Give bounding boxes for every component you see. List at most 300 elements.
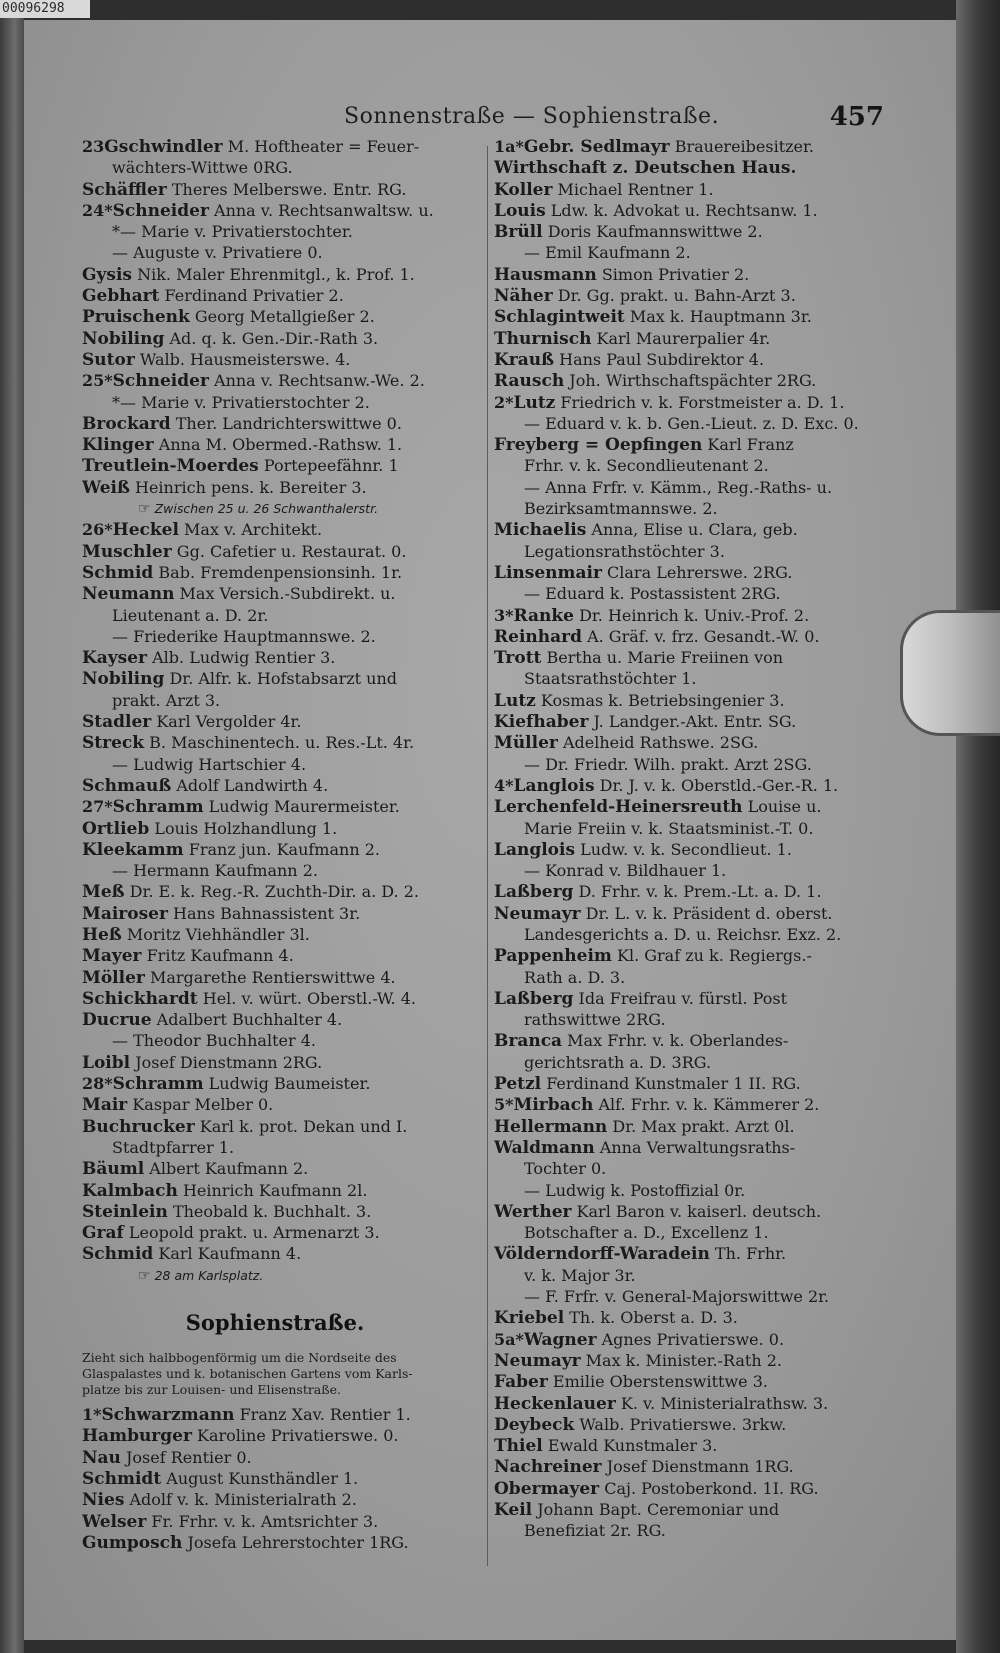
directory-entry	[494, 903, 884, 924]
directory-entry	[82, 903, 468, 924]
resident-info: Hel. v. würt. Oberstl.-W. 4.	[197, 988, 416, 1008]
resident-info: B. Maschinentech. u. Res.-Lt. 4r.	[144, 733, 415, 753]
resident-name: Heckel	[112, 520, 179, 541]
directory-entry	[494, 1456, 884, 1477]
house-number: 1*	[82, 1405, 102, 1425]
directory-entry	[82, 541, 468, 562]
description-line: platze bis zur Louisen- und Elisenstraße.	[82, 1382, 341, 1398]
resident-info: Anna, Elise u. Clara, geb.	[586, 520, 798, 540]
resident-info: Louis Holzhandlung 1.	[149, 818, 338, 838]
page-clip	[900, 610, 1000, 736]
resident-info: K. v. Ministerialrathsw. 3.	[615, 1393, 829, 1413]
directory-entry	[494, 732, 884, 753]
entry-sub-resident: — Eduard k. Postassistent 2RG.	[524, 584, 781, 604]
note-text: Zwischen 25 u. 26 Schwanthalerstr.	[154, 501, 379, 517]
resident-info: Max v. Architekt.	[178, 520, 323, 540]
directory-entry	[494, 626, 884, 647]
resident-name: Thiel	[494, 1436, 543, 1457]
house-number: 23	[82, 137, 105, 156]
resident-info: Anna v. Rechtsanwaltsw. u.	[208, 200, 434, 220]
directory-entry	[82, 1404, 468, 1425]
resident-info: Dr. L. v. k. Präsident d. oberst.	[580, 903, 833, 923]
directory-entry	[494, 1393, 884, 1414]
resident-name: Branca	[494, 1031, 563, 1052]
resident-info: Franz jun. Kaufmann 2.	[183, 839, 380, 859]
resident-name: Graf	[82, 1223, 124, 1244]
entry-continuation: Stadtpfarrer 1.	[112, 1137, 235, 1157]
directory-entry	[82, 775, 468, 796]
directory-entry	[494, 711, 884, 732]
previous-page-edge	[0, 0, 24, 1653]
directory-entry	[82, 1073, 468, 1094]
directory-entry	[494, 988, 884, 1009]
resident-info: Theres Melberswe. Entr. RG.	[166, 179, 407, 199]
resident-info: Margarethe Rentierswittwe 4.	[144, 967, 396, 987]
directory-entry	[82, 1116, 468, 1137]
resident-name: Deybeck	[494, 1414, 575, 1435]
resident-name: Laßberg	[494, 988, 574, 1009]
directory-entry	[82, 583, 468, 604]
entry-continuation: prakt. Arzt 3.	[112, 690, 221, 710]
resident-name: Hamburger	[82, 1426, 192, 1447]
entry-sub-resident: — Auguste v. Privatiere 0.	[112, 243, 323, 263]
resident-name: Ducrue	[82, 1010, 152, 1031]
resident-info: Ferdinand Privatier 2.	[159, 286, 344, 306]
directory-entry	[494, 1073, 884, 1094]
resident-name: Steinlein	[82, 1201, 168, 1222]
resident-info: Dr. J. v. k. Oberstld.-Ger.-R. 1.	[594, 775, 839, 795]
entry-sub-resident: — Eduard v. k. b. Gen.-Lieut. z. D. Exc. 0.	[524, 413, 859, 433]
resident-name: Brüll	[494, 222, 543, 243]
directory-entry	[494, 1116, 884, 1137]
directory-entry	[82, 1009, 468, 1030]
directory-entry	[82, 818, 468, 839]
directory-entry	[82, 796, 468, 817]
resident-info: Brauereibesitzer.	[669, 137, 814, 156]
resident-info: Emilie Oberstenswittwe 3.	[547, 1372, 768, 1392]
house-number: 26*	[82, 520, 113, 540]
resident-info: Josef Rentier 0.	[120, 1447, 252, 1467]
resident-info: Walb. Hausmeisterswe. 4.	[134, 349, 351, 369]
resident-info: Ludw. v. k. Secondlieut. 1.	[575, 839, 792, 859]
resident-name: Völderndorff-Waradein	[494, 1244, 710, 1265]
resident-name: Reinhard	[494, 626, 582, 647]
resident-info: Ldw. k. Advokat u. Rechtsanw. 1.	[545, 200, 818, 220]
resident-name: Wagner	[523, 1329, 597, 1350]
resident-info: Th. k. Oberst a. D. 3.	[564, 1308, 738, 1328]
resident-name: Sutor	[82, 349, 135, 370]
directory-entry	[82, 647, 468, 668]
section-title: Sophienstraße.	[185, 1310, 365, 1336]
resident-info: Alf. Frhr. v. k. Kämmerer 2.	[593, 1095, 820, 1115]
directory-entry	[82, 1447, 468, 1468]
directory-entry	[494, 328, 884, 349]
resident-info: Ludwig Maurermeister.	[203, 797, 400, 817]
resident-name: Welser	[82, 1511, 147, 1532]
resident-info: Karl Baron v. kaiserl. deutsch.	[571, 1201, 822, 1221]
resident-info: Portepeefähnr. 1	[258, 456, 399, 476]
directory-entry	[494, 839, 884, 860]
resident-info: Karoline Privatierswe. 0.	[191, 1426, 399, 1446]
directory-entry	[82, 967, 468, 988]
directory-entry	[82, 200, 468, 221]
entry-continuation: wächters-Wittwe 0RG.	[112, 158, 293, 178]
resident-info: Gg. Cafetier u. Restaurat. 0.	[171, 541, 407, 561]
resident-name: Schickhardt	[82, 988, 198, 1009]
resident-info: Caj. Postoberkond. 1I. RG.	[599, 1478, 819, 1498]
resident-info: Dr. Alfr. k. Hofstabsarzt und	[164, 669, 398, 689]
directory-entry	[82, 136, 468, 157]
directory-entry	[82, 1425, 468, 1446]
directory-entry	[82, 945, 468, 966]
resident-info: Hans Paul Subdirektor 4.	[554, 349, 765, 369]
resident-name: Schwarzmann	[101, 1405, 235, 1426]
resident-name: Brockard	[82, 413, 171, 434]
directory-entry	[494, 1094, 884, 1115]
resident-name: Schmid	[82, 562, 154, 583]
resident-info: Theobald k. Buchhalt. 3.	[167, 1201, 372, 1221]
resident-info: Nik. Maler Ehrenmitgl., k. Prof. 1.	[132, 264, 415, 284]
resident-name: Laßberg	[494, 882, 574, 903]
entry-continuation: Botschafter a. D., Excellenz 1.	[524, 1223, 769, 1243]
pointing-hand-icon: ☞	[138, 501, 151, 518]
entry-sub-resident: — Konrad v. Bildhauer 1.	[524, 861, 727, 881]
resident-name: Weiß	[82, 477, 130, 498]
directory-entry	[82, 328, 468, 349]
directory-entry	[494, 200, 884, 221]
directory-entry	[82, 732, 468, 753]
directory-entry	[494, 392, 884, 413]
directory-entry	[82, 1052, 468, 1073]
resident-info: Dr. E. k. Reg.-R. Zuchth-Dir. a. D. 2.	[124, 882, 419, 902]
directory-entry	[82, 839, 468, 860]
entry-continuation: Lieutenant a. D. 2r.	[112, 605, 269, 625]
resident-name: Lutz	[513, 392, 556, 413]
resident-name: Schneider	[112, 371, 209, 392]
resident-name: Heckenlauer	[494, 1393, 616, 1414]
directory-entry	[82, 264, 468, 285]
resident-info: Adolf v. k. Ministerialrath 2.	[124, 1490, 357, 1510]
directory-entry	[494, 221, 884, 242]
directory-entry	[82, 1489, 468, 1510]
resident-info: Leopold prakt. u. Armenarzt 3.	[123, 1223, 380, 1243]
resident-info: Walb. Privatierswe. 3rkw.	[574, 1414, 787, 1434]
description-line: Glaspalastes und k. botanischen Gartens vom Karls-	[82, 1366, 413, 1382]
directory-entry	[494, 647, 884, 668]
directory-entry	[494, 1414, 884, 1435]
right-column	[494, 136, 884, 1542]
entry-continuation: Tochter 0.	[524, 1159, 607, 1179]
directory-entry	[494, 179, 884, 200]
resident-name: Werther	[494, 1201, 572, 1222]
resident-name: Heß	[82, 924, 122, 945]
resident-name: Gysis	[82, 264, 132, 285]
house-number: 24*	[82, 200, 113, 220]
entry-sub-resident: *— Marie v. Privatierstochter 2.	[112, 392, 370, 412]
directory-entry	[494, 1243, 884, 1264]
resident-name: Pruischenk	[82, 307, 190, 328]
entry-continuation: Frhr. v. k. Secondlieutenant 2.	[524, 456, 769, 476]
directory-entry	[494, 136, 884, 157]
resident-name: Kriebel	[494, 1308, 565, 1329]
directory-entry	[494, 1201, 884, 1222]
resident-info: Simon Privatier 2.	[596, 264, 750, 284]
directory-entry	[82, 1222, 468, 1243]
resident-name: Ranke	[513, 605, 574, 626]
directory-entry	[494, 605, 884, 626]
resident-info: Th. Frhr.	[709, 1244, 787, 1264]
entry-sub-resident: — Dr. Friedr. Wilh. prakt. Arzt 2SG.	[524, 754, 812, 774]
resident-name: Rausch	[494, 371, 565, 392]
resident-name: Nobiling	[82, 669, 165, 690]
resident-name: Bäuml	[82, 1159, 145, 1180]
resident-info: Kaspar Melber 0.	[127, 1095, 274, 1115]
resident-name: Koller	[494, 179, 553, 200]
resident-name: Schmidt	[82, 1468, 162, 1489]
directory-entry	[82, 1243, 468, 1264]
directory-entry	[494, 881, 884, 902]
resident-info: Anna v. Rechtsanw.-We. 2.	[208, 371, 425, 391]
resident-name: Kayser	[82, 648, 148, 669]
resident-name: Petzl	[494, 1074, 542, 1095]
cross-street-note	[82, 1265, 468, 1286]
resident-info: Ad. q. k. Gen.-Dir.-Rath 3.	[164, 328, 379, 348]
resident-name: Louis	[494, 200, 546, 221]
resident-info: Dr. Heinrich k. Univ.-Prof. 2.	[574, 605, 810, 625]
resident-info: Hans Bahnassistent 3r.	[167, 903, 361, 923]
resident-name: Neumayr	[494, 1350, 581, 1371]
resident-info: Karl Maurerpalier 4r.	[591, 328, 771, 348]
running-head: Sonnenstraße — Sophienstraße.	[344, 104, 720, 129]
entry-continuation: Legationsrathstöchter 3.	[524, 541, 725, 561]
resident-info: August Kunsthändler 1.	[161, 1468, 359, 1488]
directory-entry	[494, 1350, 884, 1371]
resident-info: Kosmas k. Betriebsingenier 3.	[535, 690, 785, 710]
left-column	[82, 136, 468, 1553]
entry-sub-resident: — F. Frfr. v. General-Majorswittwe 2r.	[524, 1287, 830, 1307]
resident-name: Langlois	[494, 839, 576, 860]
resident-info: Ewald Kunstmaler 3.	[542, 1436, 718, 1456]
resident-name: Mayer	[82, 946, 142, 967]
resident-info: Max k. Minister.-Rath 2.	[580, 1350, 782, 1370]
resident-name: Lerchenfeld-Heinersreuth	[494, 797, 743, 818]
resident-info: Karl k. prot. Dekan und I.	[194, 1116, 408, 1136]
entry-continuation: Landesgerichts a. D. u. Reichsr. Exz. 2.	[524, 924, 842, 944]
cross-street-note	[82, 498, 468, 519]
resident-name: Langlois	[513, 775, 595, 796]
resident-name: Nachreiner	[494, 1457, 602, 1478]
resident-name: Treutlein-Moerdes	[82, 456, 259, 477]
directory-entry	[82, 668, 468, 689]
entry-continuation: gerichtsrath a. D. 3RG.	[524, 1052, 712, 1072]
resident-info: Max k. Hauptmann 3r.	[624, 307, 812, 327]
resident-info: Louise u.	[742, 797, 822, 817]
resident-name: Lutz	[494, 690, 536, 711]
directory-entry	[494, 775, 884, 796]
directory-entry	[494, 945, 884, 966]
directory-entry	[494, 349, 884, 370]
resident-name: Linsenmair	[494, 562, 602, 583]
entry-continuation: Benefiziat 2r. RG.	[524, 1521, 666, 1541]
directory-entry	[82, 455, 468, 476]
resident-info: Agnes Privatierswe. 0.	[596, 1329, 785, 1349]
resident-info: Michael Rentner 1.	[552, 179, 714, 199]
resident-name: Wirthschaft z. Deutschen Haus.	[494, 158, 797, 179]
resident-info: Anna M. Obermed.-Rathsw. 1.	[153, 435, 403, 455]
resident-name: Buchrucker	[82, 1116, 195, 1137]
entry-sub-resident: — Hermann Kaufmann 2.	[112, 861, 318, 881]
resident-name: Ortlieb	[82, 818, 150, 839]
directory-entry	[82, 988, 468, 1009]
resident-info: Kl. Graf zu k. Regiergs.-	[611, 946, 812, 966]
resident-info: Fr. Frhr. v. k. Amtsrichter 3.	[146, 1511, 379, 1531]
resident-name: Streck	[82, 733, 145, 754]
directory-entry	[82, 285, 468, 306]
directory-entry	[494, 1435, 884, 1456]
house-number: 2*	[494, 392, 514, 412]
resident-name: Gebhart	[82, 286, 160, 307]
book-page	[24, 20, 974, 1640]
directory-entry	[494, 1137, 884, 1158]
directory-entry	[82, 711, 468, 732]
entry-sub-resident: — Ludwig k. Postoffizial 0r.	[524, 1180, 746, 1200]
resident-info: D. Frhr. v. k. Prem.-Lt. a. D. 1.	[573, 882, 822, 902]
resident-name: Stadler	[82, 712, 152, 733]
resident-info: Joh. Wirthschaftspächter 2RG.	[564, 371, 817, 391]
resident-info: J. Landger.-Akt. Entr. SG.	[588, 712, 797, 732]
resident-info: Ludwig Baumeister.	[203, 1074, 371, 1094]
entry-sub-resident: — Emil Kaufmann 2.	[524, 243, 691, 263]
directory-entry	[82, 477, 468, 498]
directory-entry	[82, 1532, 468, 1553]
description-line: Zieht sich halbbogenförmig um die Nordseite des	[82, 1350, 397, 1366]
resident-info: Doris Kaufmannswittwe 2.	[542, 222, 763, 242]
resident-name: Kleekamm	[82, 839, 184, 860]
entry-continuation: Bezirksamtmannswe. 2.	[524, 499, 718, 519]
directory-entry	[82, 370, 468, 391]
directory-entry	[494, 1371, 884, 1392]
resident-info: Josefa Lehrerstochter 1RG.	[182, 1532, 409, 1552]
resident-info: Josef Dienstmann 2RG.	[130, 1052, 323, 1072]
resident-name: Faber	[494, 1372, 548, 1393]
resident-name: Thurnisch	[494, 328, 592, 349]
house-number: 25*	[82, 371, 113, 391]
resident-name: Mair	[82, 1095, 128, 1116]
resident-name: Loibl	[82, 1052, 131, 1073]
resident-info: Johann Bapt. Ceremoniar und	[532, 1500, 780, 1519]
resident-name: Michaelis	[494, 520, 587, 541]
page-header	[304, 104, 884, 140]
resident-name: Neumayr	[494, 903, 581, 924]
resident-name: Freyberg = Oepfingen	[494, 435, 703, 456]
resident-name: Mirbach	[513, 1095, 594, 1116]
resident-name: Schneider	[112, 200, 209, 221]
resident-name: Keil	[494, 1500, 533, 1520]
resident-info: Ferdinand Kunstmaler 1 II. RG.	[541, 1074, 801, 1094]
directory-entry	[494, 1030, 884, 1051]
resident-info: Dr. Max prakt. Arzt 0l.	[607, 1116, 795, 1136]
section-description	[82, 1350, 468, 1398]
resident-name: Trott	[494, 648, 542, 669]
resident-info: Josef Dienstmann 1RG.	[601, 1457, 794, 1477]
resident-info: Bab. Fremdenpensionsinh. 1r.	[153, 562, 403, 582]
resident-name: Schramm	[112, 797, 204, 818]
resident-info: Karl Kaufmann 4.	[153, 1244, 302, 1264]
directory-entry	[82, 924, 468, 945]
resident-name: Klinger	[82, 435, 154, 456]
resident-info: Anna Verwaltungsraths-	[594, 1137, 796, 1157]
resident-info: Fritz Kaufmann 4.	[141, 946, 294, 966]
resident-name: Neumann	[82, 584, 175, 605]
directory-entry	[82, 1094, 468, 1115]
resident-info: Adalbert Buchhalter 4.	[151, 1010, 343, 1030]
note-text: 28 am Karlsplatz.	[154, 1267, 264, 1283]
resident-name: Meß	[82, 882, 125, 903]
directory-entry	[494, 562, 884, 583]
directory-entry	[82, 562, 468, 583]
resident-info: Adolf Landwirth 4.	[171, 775, 329, 795]
directory-entry	[82, 434, 468, 455]
resident-name: Gschwindler	[104, 137, 223, 157]
directory-entry	[494, 1478, 884, 1499]
directory-entry	[82, 306, 468, 327]
directory-entry	[494, 690, 884, 711]
directory-entry	[82, 349, 468, 370]
directory-entry	[494, 306, 884, 327]
resident-info: Alb. Ludwig Rentier 3.	[147, 648, 336, 668]
book-spine-edge	[956, 0, 1000, 1653]
directory-entry	[82, 1201, 468, 1222]
resident-name: Müller	[494, 733, 558, 754]
directory-entry	[82, 1511, 468, 1532]
directory-entry	[82, 1158, 468, 1179]
entry-sub-resident: *— Marie v. Privatierstochter.	[112, 222, 353, 242]
directory-entry	[494, 796, 884, 817]
resident-name: Muschler	[82, 541, 172, 562]
resident-info: Adelheid Rathswe. 2SG.	[557, 733, 759, 753]
house-number: 27*	[82, 797, 113, 817]
resident-info: Bertha u. Marie Freiinen von	[541, 648, 784, 668]
resident-name: Näher	[494, 286, 553, 307]
resident-info: Dr. Gg. prakt. u. Bahn-Arzt 3.	[552, 286, 796, 306]
resident-info: Max Versich.-Subdirekt. u.	[174, 584, 396, 604]
column-divider	[487, 146, 488, 1566]
resident-name: Schramm	[112, 1074, 204, 1095]
resident-name: Waldmann	[494, 1137, 595, 1158]
directory-entry	[494, 434, 884, 455]
entry-sub-resident: — Ludwig Hartschier 4.	[112, 754, 307, 774]
resident-name: Mairoser	[82, 903, 168, 924]
house-number: 28*	[82, 1074, 113, 1094]
resident-name: Krauß	[494, 349, 555, 370]
entry-continuation: Rath a. D. 3.	[524, 967, 626, 987]
resident-name: Pappenheim	[494, 946, 612, 967]
entry-continuation: v. k. Major 3r.	[524, 1265, 636, 1285]
resident-name: Schlagintweit	[494, 307, 625, 328]
pointing-hand-icon: ☞	[138, 1267, 151, 1284]
resident-name: Nies	[82, 1490, 125, 1511]
entry-sub-resident: — Theodor Buchhalter 4.	[112, 1031, 316, 1051]
resident-info: M. Hoftheater = Feuer-	[222, 137, 420, 156]
resident-name: Schmauß	[82, 775, 172, 796]
resident-name: Obermayer	[494, 1478, 600, 1499]
resident-name: Nau	[82, 1447, 121, 1468]
resident-name: Gebr. Sedlmayr	[523, 137, 670, 157]
directory-entry	[494, 157, 884, 178]
directory-entry	[82, 519, 468, 540]
resident-name: Möller	[82, 967, 145, 988]
entry-continuation: Staatsrathstöchter 1.	[524, 669, 697, 689]
